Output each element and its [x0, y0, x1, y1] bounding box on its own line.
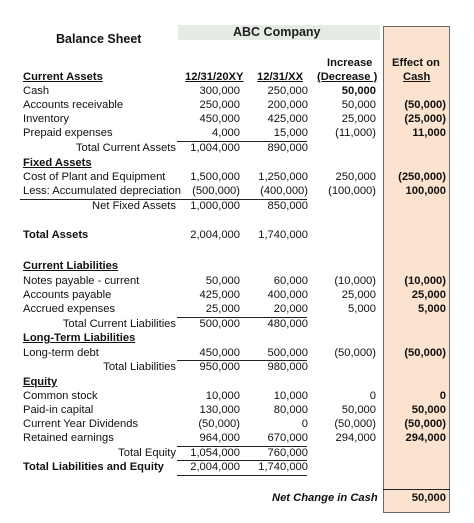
value-increase: 0: [369, 390, 376, 402]
value-20xy: 25,000: [205, 303, 240, 315]
value-20xy: 4,000: [212, 127, 240, 139]
value-xx: 400,000: [267, 289, 308, 301]
value-increase: (100,000): [328, 185, 376, 197]
value-xx: 425,000: [267, 113, 308, 125]
value-20xy: (50,000): [198, 418, 240, 430]
value-increase: 5,000: [348, 303, 376, 315]
value-increase: 250,000: [335, 171, 376, 183]
value-xx: 20,000: [273, 303, 308, 315]
value-20xy: 130,000: [199, 404, 240, 416]
col-xx-header: 12/31/XX: [257, 71, 304, 83]
value-20xy: 300,000: [199, 85, 240, 97]
page-title: Balance Sheet: [56, 32, 142, 46]
increase-header-line2: (Decrease ): [317, 71, 378, 83]
value-20xy: 1,500,000: [190, 171, 240, 183]
value-increase: 50,000: [341, 404, 376, 416]
row-label: Less: Accumulated depreciation: [23, 185, 181, 197]
value-effect: (50,000): [404, 418, 446, 430]
net-change-label: Net Change in Cash: [272, 492, 378, 504]
value-xx: 890,000: [267, 142, 308, 154]
row-label: Common stock: [23, 390, 98, 402]
row-label: Current Year Dividends: [23, 418, 139, 430]
value-xx: 200,000: [267, 99, 308, 111]
value-20xy: 2,004,000: [190, 229, 240, 241]
value-effect: (250,000): [398, 171, 446, 183]
value-effect: (50,000): [404, 347, 446, 359]
value-increase: 25,000: [341, 113, 376, 125]
value-effect: 50,000: [411, 404, 446, 416]
row-label: Inventory: [23, 113, 70, 125]
long-term-liabilities-heading: Long-Term Liabilities: [23, 332, 136, 344]
total-liabilities-equity-label: Total Liabilities and Equity: [23, 461, 164, 473]
value-effect: (50,000): [404, 99, 446, 111]
row-label: Long-term debt: [23, 347, 99, 359]
row-label: Cash: [23, 85, 50, 97]
increase-header-line1: Increase: [327, 57, 373, 69]
row-label: Notes payable - current: [23, 275, 140, 287]
value-xx: 15,000: [273, 127, 308, 139]
value-20xy: 50,000: [205, 275, 240, 287]
row-label: Cost of Plant and Equipment: [23, 171, 166, 183]
value-20xy: 10,000: [205, 390, 240, 402]
row-label: Accrued expenses: [23, 303, 116, 315]
total-label: Total Liabilities: [103, 361, 176, 373]
value-xx: 500,000: [267, 347, 308, 359]
value-increase: (10,000): [334, 275, 376, 287]
total-label: Total Equity: [118, 447, 176, 459]
value-xx: 850,000: [267, 200, 308, 212]
row-label: Paid-in capital: [23, 404, 94, 416]
value-effect: (10,000): [404, 275, 446, 287]
value-increase: (11,000): [335, 127, 376, 139]
value-increase: (50,000): [334, 418, 376, 430]
value-xx: 1,740,000: [258, 229, 308, 241]
value-xx: 1,250,000: [258, 171, 308, 183]
row-label: Accounts receivable: [23, 99, 124, 111]
value-xx: 250,000: [267, 85, 308, 97]
row-label: Retained earnings: [23, 432, 114, 444]
col-20xy-header: 12/31/20XY: [185, 71, 244, 83]
total-label: Total Current Assets: [75, 142, 176, 154]
company-name: ABC Company: [233, 25, 321, 39]
value-xx: 1,740,000: [258, 461, 308, 473]
value-effect: 11,000: [412, 127, 446, 139]
equity-heading: Equity: [23, 376, 58, 388]
current-assets-heading: Current Assets: [23, 71, 103, 83]
effect-header-line1: Effect on: [392, 57, 440, 69]
value-20xy: 964,000: [199, 432, 240, 444]
value-effect: 0: [439, 390, 446, 402]
value-increase: (50,000): [334, 347, 376, 359]
value-20xy: 500,000: [199, 318, 240, 330]
value-20xy: 1,004,000: [190, 142, 240, 154]
value-xx: 760,000: [267, 447, 308, 459]
value-effect: 5,000: [418, 303, 446, 315]
value-20xy: 450,000: [199, 347, 240, 359]
value-20xy: (500,000): [192, 185, 240, 197]
value-increase: 50,000: [341, 99, 376, 111]
value-xx: 80,000: [273, 404, 308, 416]
total-label: Total Current Liabilities: [62, 318, 176, 330]
value-20xy: 1,000,000: [190, 200, 240, 212]
value-xx: (400,000): [260, 185, 308, 197]
value-increase: 50,000: [341, 85, 376, 97]
value-20xy: 250,000: [199, 99, 240, 111]
value-effect: 25,000: [411, 289, 446, 301]
value-20xy: 2,004,000: [190, 461, 240, 473]
value-xx: 0: [301, 418, 308, 430]
value-increase: 25,000: [341, 289, 376, 301]
total-assets-label: Total Assets: [23, 229, 89, 241]
row-label: Prepaid expenses: [23, 127, 113, 139]
value-20xy: 1,054,000: [190, 447, 240, 459]
value-effect: 294,000: [405, 432, 446, 444]
value-xx: 480,000: [267, 318, 308, 330]
current-liabilities-heading: Current Liabilities: [23, 260, 119, 272]
value-xx: 670,000: [267, 432, 308, 444]
value-xx: 60,000: [273, 275, 308, 287]
net-change-value: 50,000: [411, 492, 446, 504]
value-20xy: 450,000: [199, 113, 240, 125]
value-xx: 10,000: [273, 390, 308, 402]
value-effect: (25,000): [404, 113, 446, 125]
fixed-assets-heading: Fixed Assets: [23, 157, 92, 169]
total-label: Net Fixed Assets: [92, 200, 176, 212]
value-xx: 980,000: [267, 361, 308, 373]
value-effect: 100,000: [405, 185, 446, 197]
net-change-rule: [383, 489, 450, 490]
effect-header-line2: Cash: [403, 71, 431, 83]
value-increase: 294,000: [335, 432, 376, 444]
value-20xy: 950,000: [199, 361, 240, 373]
total-rule: [177, 475, 307, 476]
row-label: Accounts payable: [23, 289, 112, 301]
value-20xy: 425,000: [199, 289, 240, 301]
